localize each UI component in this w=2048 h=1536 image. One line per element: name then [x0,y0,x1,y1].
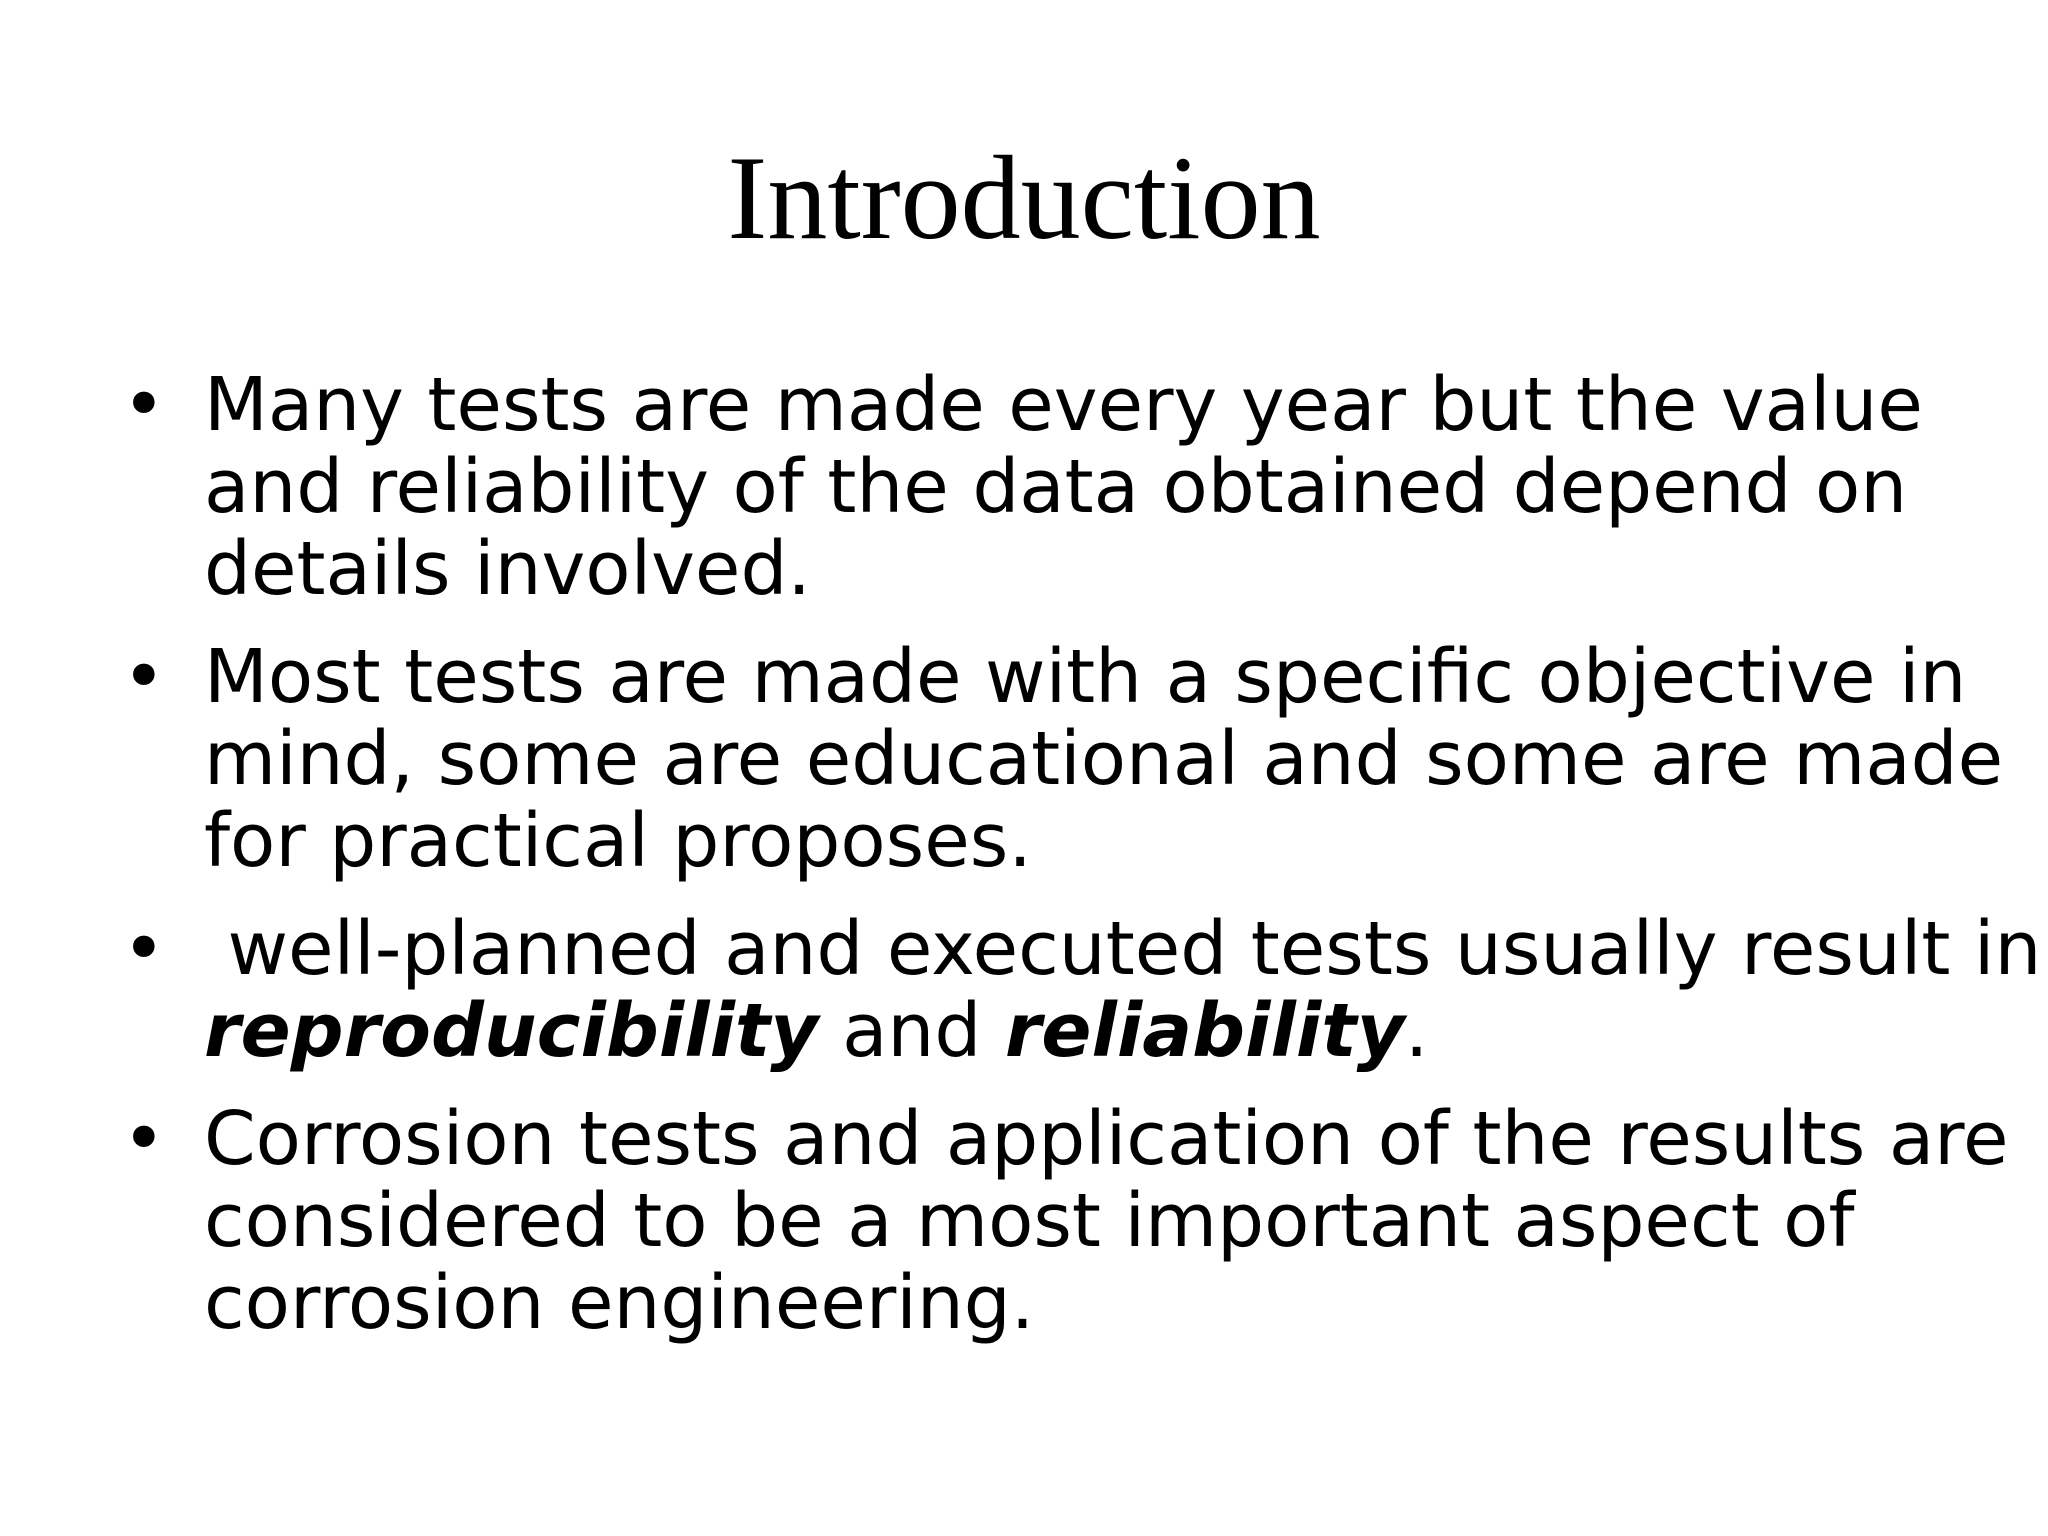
bullet-4-line-3: corrosion engineering. [204,1260,1035,1346]
bullet-icon: • [122,906,166,992]
bullet-icon: • [122,1096,166,1182]
bullet-3-line-2 [204,990,2002,1072]
bullet-3-line-1: well-planned and executed tests usually result in [204,906,2042,992]
bullet-2-line-3: for practical proposes. [204,798,1032,884]
connector-text: and [818,988,1005,1074]
bullet-1-line-2: and reliability of the data obtained depend on [204,444,1908,530]
emphasis-reliability: reliability [1004,988,1405,1074]
bullet-4-line-1: Corrosion tests and application of the results are [204,1096,2009,1182]
bullet-list [122,362,2042,1370]
bullet-item-4 [122,1096,2009,1346]
slide-title: Introduction [727,131,1321,264]
bullet-icon: • [122,634,166,720]
bullet-item-3 [122,906,2042,1074]
terminal-period: . [1404,988,1429,1074]
emphasis-reproducibility: reproducibility [204,988,819,1074]
bullet-2-line-2: mind, some are educational and some are made [204,716,2004,802]
bullet-4-line-2: considered to be a most important aspect of [204,1178,1855,1264]
bullet-1-line-1: Many tests are made every year but the value [204,362,1923,448]
bullet-2-line-1: Most tests are made with a specific objective in [204,634,1967,720]
bullet-item-1 [122,364,2002,610]
bullet-1-line-3: details involved. [204,526,811,612]
bullet-icon: • [122,362,166,448]
bullet-item-2 [122,636,2002,882]
